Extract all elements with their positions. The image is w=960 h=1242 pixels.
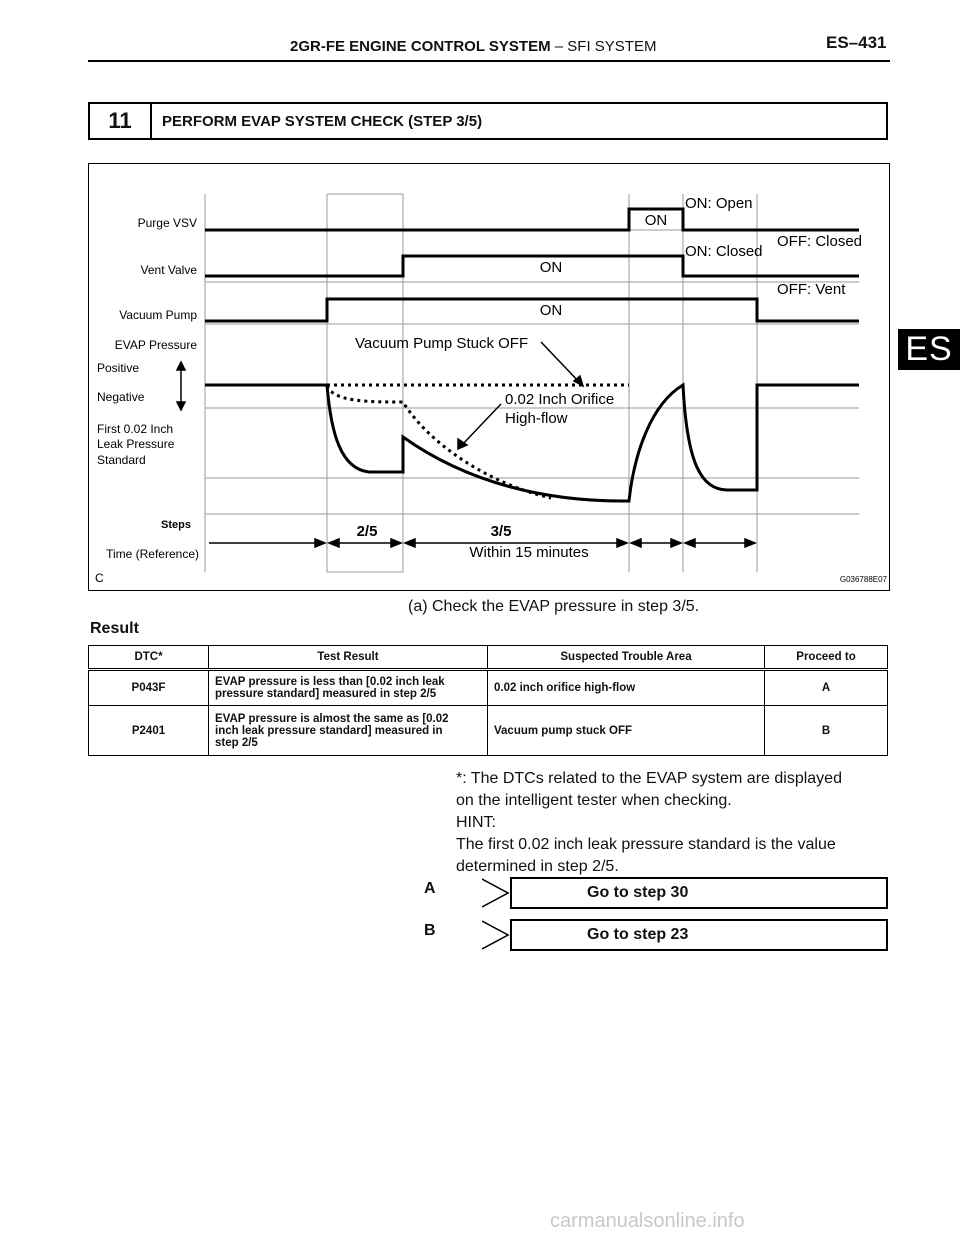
result-label: Result bbox=[90, 620, 139, 637]
vacuum-pump-trace bbox=[205, 299, 859, 321]
cell-suspected-area: 0.02 inch orifice high-flow bbox=[488, 670, 765, 706]
step-heading-box bbox=[88, 102, 888, 140]
watermark: carmanualsonline.info bbox=[550, 1210, 745, 1232]
branch-tag-b: B bbox=[424, 922, 436, 939]
diagram-labels bbox=[95, 195, 888, 585]
cell-test-result bbox=[209, 706, 488, 756]
cell-test-result bbox=[209, 670, 488, 706]
label-evap-pressure: EVAP Pressure bbox=[114, 338, 197, 352]
note-line: The first 0.02 inch leak pressure standard is the value bbox=[456, 836, 836, 853]
branch-tag-a: A bbox=[424, 880, 436, 897]
label-first-std-3: Standard bbox=[97, 453, 146, 467]
hint-label: HINT: bbox=[456, 814, 496, 831]
label-purge-vsv: Purge VSV bbox=[137, 216, 197, 230]
note-line: *: The DTCs related to the EVAP system are displayed bbox=[456, 770, 842, 787]
goto-step-23-button[interactable]: Go to step 23 bbox=[510, 919, 888, 951]
section-tab: ES bbox=[898, 329, 960, 370]
label-on-purge: ON bbox=[644, 212, 668, 229]
cell-text-line: EVAP pressure is less than [0.02 inch leak bbox=[215, 676, 445, 688]
col-dtc: DTC* bbox=[89, 646, 209, 670]
note-line: on the intelligent tester when checking. bbox=[456, 792, 732, 809]
branch-arrow-icon bbox=[482, 918, 512, 952]
label-corner: C bbox=[95, 571, 104, 585]
step-number: 11 bbox=[90, 104, 152, 138]
running-header-title bbox=[290, 38, 656, 55]
figure-code: G036788E07 bbox=[839, 575, 887, 584]
goto-step-30-button[interactable]: Go to step 30 bbox=[510, 877, 888, 909]
col-test-result: Test Result bbox=[209, 646, 488, 670]
step-boundaries bbox=[205, 194, 757, 572]
cell-text-line: EVAP pressure is almost the same as [0.02 bbox=[215, 712, 449, 725]
header-title-rest: – SFI SYSTEM bbox=[554, 38, 657, 55]
label-positive: Positive bbox=[97, 361, 140, 375]
label-time-reference: Time (Reference) bbox=[106, 547, 199, 561]
label-first-std-2: Leak Pressure bbox=[97, 437, 175, 451]
label-on-open: ON: Open bbox=[685, 195, 753, 212]
timing-diagram-svg bbox=[89, 164, 891, 592]
cell-dtc: P2401 bbox=[89, 706, 209, 756]
label-orifice-2: High-flow bbox=[505, 410, 568, 427]
note-line: determined in step 2/5. bbox=[456, 858, 619, 875]
cell-text-line: step 2/5 bbox=[215, 736, 258, 749]
col-suspected-area: Suspected Trouble Area bbox=[488, 646, 765, 670]
label-off-vent: OFF: Vent bbox=[777, 281, 846, 298]
label-steps: Steps bbox=[161, 519, 191, 531]
label-step-2-5: 2/5 bbox=[356, 523, 378, 540]
label-on-pump: ON bbox=[539, 302, 563, 319]
cell-text-line: pressure standard] measured in step 2/5 bbox=[215, 688, 437, 700]
label-pump-stuck-off: Vacuum Pump Stuck OFF bbox=[355, 335, 529, 352]
label-vacuum-pump: Vacuum Pump bbox=[119, 308, 197, 322]
table-row bbox=[89, 706, 888, 756]
label-on-vent: ON bbox=[539, 259, 563, 276]
timing-diagram bbox=[88, 163, 890, 591]
cell-suspected-area: Vacuum pump stuck OFF bbox=[488, 706, 765, 756]
step-title: PERFORM EVAP SYSTEM CHECK (STEP 3/5) bbox=[162, 113, 483, 130]
branch-arrow-icon bbox=[482, 876, 512, 910]
table-header-row bbox=[89, 646, 888, 670]
pos-neg-arrow bbox=[177, 362, 185, 410]
result-table bbox=[88, 645, 888, 756]
col-proceed-to: Proceed to bbox=[765, 646, 888, 670]
cell-proceed-to: B bbox=[765, 706, 888, 756]
label-off-closed: OFF: Closed bbox=[777, 233, 863, 250]
label-on-closed: ON: Closed bbox=[685, 243, 763, 260]
cell-dtc: P043F bbox=[89, 670, 209, 706]
purge-vsv-trace bbox=[205, 209, 859, 230]
check-instruction: (a) Check the EVAP pressure in step 3/5. bbox=[408, 598, 700, 615]
label-negative: Negative bbox=[97, 390, 145, 404]
cell-text-line: inch leak pressure standard] measured in bbox=[215, 724, 443, 737]
page-number: ES–431 bbox=[826, 33, 887, 52]
cell-proceed-to: A bbox=[765, 670, 888, 706]
notes-block bbox=[456, 768, 896, 878]
header-title-bold: 2GR-FE ENGINE CONTROL SYSTEM bbox=[290, 38, 551, 55]
header-rule bbox=[88, 60, 890, 62]
label-orifice-1: 0.02 Inch Orifice bbox=[505, 391, 615, 408]
table-row bbox=[89, 670, 888, 706]
label-first-std-1: First 0.02 Inch bbox=[97, 422, 174, 436]
reference-lines bbox=[205, 230, 859, 514]
label-within-15-min: Within 15 minutes bbox=[469, 544, 589, 561]
label-step-3-5: 3/5 bbox=[490, 523, 512, 540]
label-vent-valve: Vent Valve bbox=[140, 263, 197, 277]
